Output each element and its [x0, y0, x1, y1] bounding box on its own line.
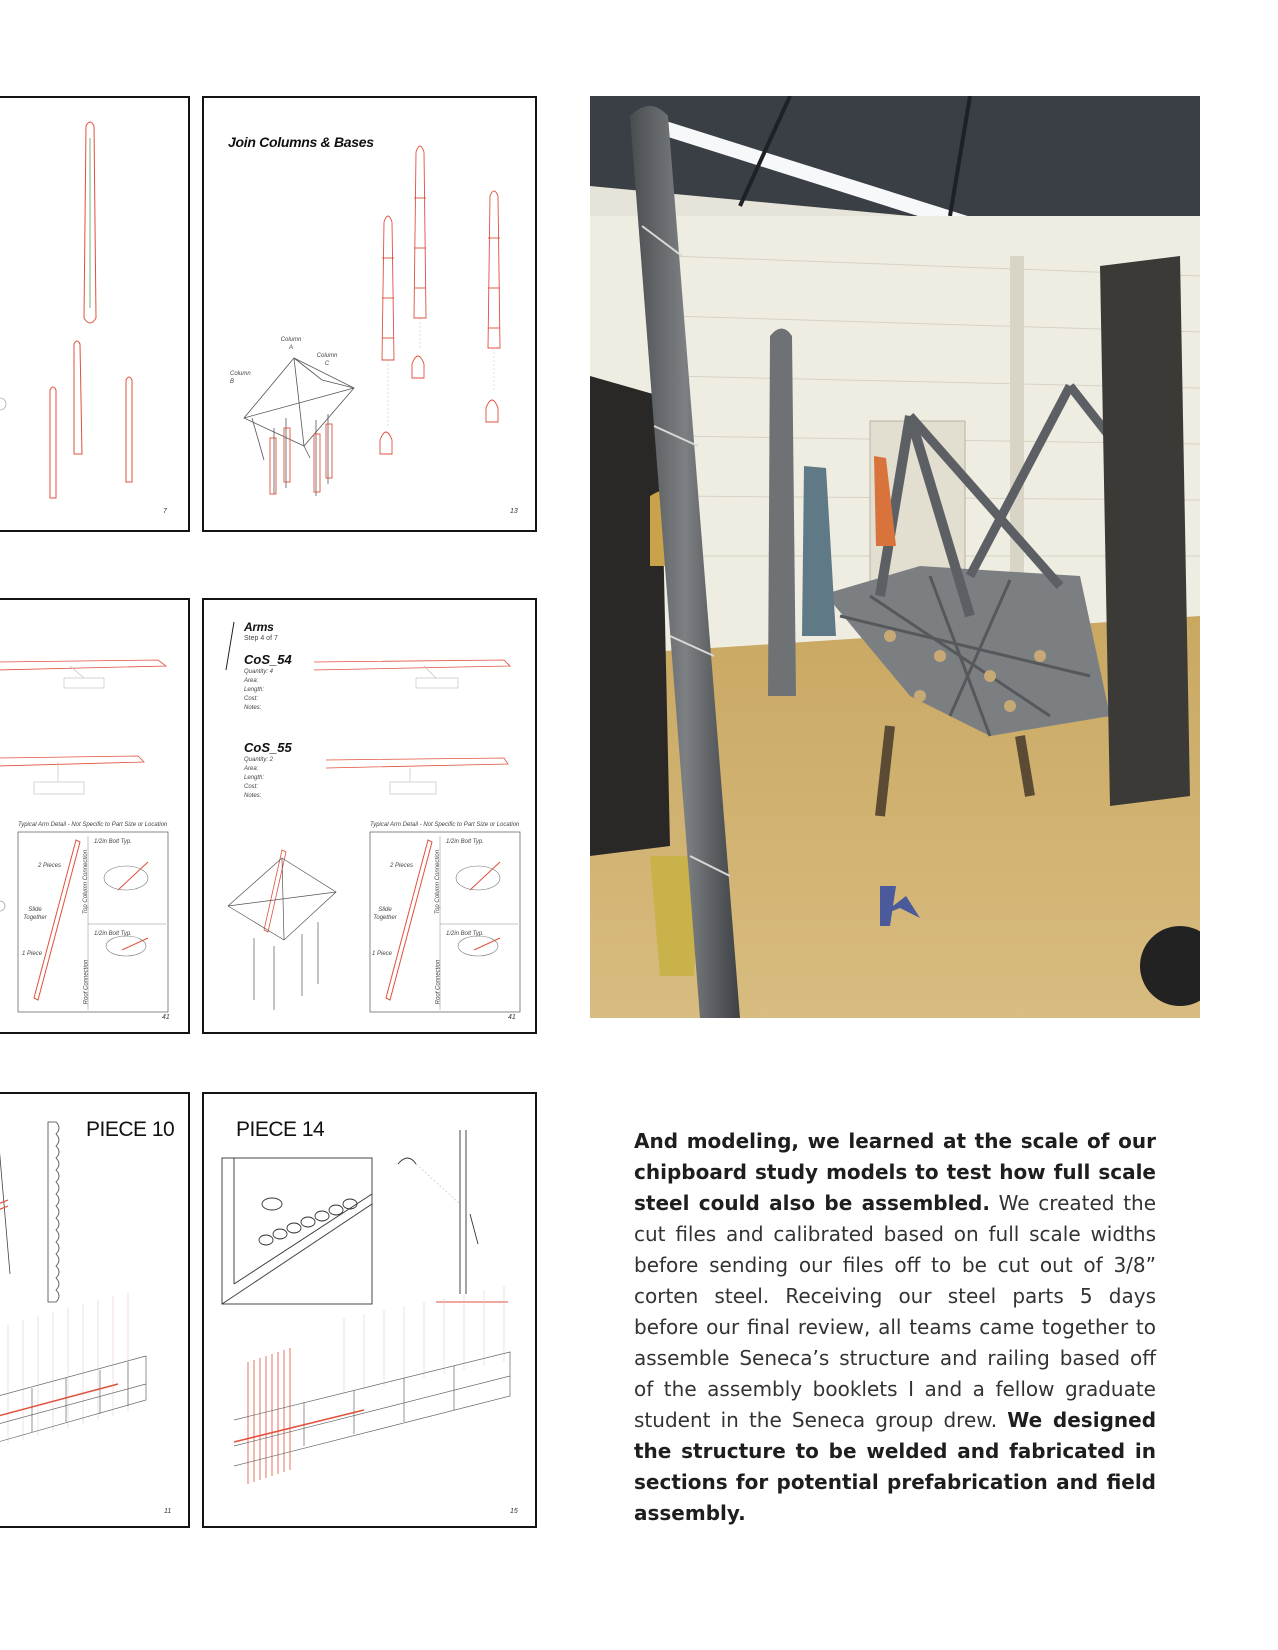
cost-54: Cost: [244, 696, 259, 702]
body-paragraph [634, 1126, 1156, 1529]
area-55: Area: [244, 766, 259, 772]
booklet-page-41-right [202, 598, 537, 1034]
quantity-55: Quantity: 2 [244, 757, 274, 763]
page-number: 41 [508, 1014, 516, 1021]
column-b-label: Column B [230, 371, 251, 385]
detail-caption: Typical Arm Detail - Not Specific to Part Size or Location [370, 822, 520, 828]
page-number: 15 [510, 1508, 518, 1515]
body-regular: We created the cut files and calibrated based on full scale widths before sending our files off to be cut out of 3/8” corten steel. Receiving our steel parts 5 days before our final review, all teams came together to assemble Seneca’s structure and railing based off of the assembly booklets I and a fellow graduate student in the Seneca group drew. [634, 1191, 1157, 1432]
column-a-label: Column A [280, 337, 302, 351]
area-54: Area: [244, 678, 259, 684]
slide-together-label: Slide Together [23, 907, 47, 921]
piece-14-drawing [204, 1094, 537, 1528]
body-bold-intro: And modeling, we learned at the scale of our chipboard study models to test how full scale steel could also be assembled. [634, 1129, 1156, 1215]
bolt-label: 1/2in Bolt Typ. [446, 931, 484, 937]
step-subtitle: Step 4 of 7 [244, 635, 278, 642]
booklet-page-7 [0, 96, 190, 532]
step-title: Arms [244, 620, 274, 634]
one-piece-label: 1 Piece [22, 951, 43, 957]
column-parts-drawing [0, 98, 190, 532]
one-piece-label: 1 Piece [372, 951, 393, 957]
pieces-label: 2 Pieces [38, 863, 62, 869]
booklet-page-11 [0, 1092, 190, 1528]
fabrication-photo [590, 96, 1200, 1018]
workshop-scene [590, 96, 1200, 1018]
page-number: 13 [510, 508, 518, 515]
page-number: 11 [164, 1508, 172, 1515]
page-number: 7 [163, 508, 167, 515]
notes-55: Notes: [244, 793, 262, 799]
roof-connection-label: Roof Connection [435, 959, 442, 1005]
part-cos-54: CoS_54 [244, 652, 292, 667]
length-54: Length: [244, 687, 265, 693]
piece-10-drawing [0, 1094, 190, 1528]
page-title: PIECE 14 [236, 1118, 325, 1141]
booklet-page-13 [202, 96, 537, 532]
quantity-54: Quantity: 4 [244, 669, 274, 675]
booklet-page-41-left [0, 598, 190, 1034]
arm-parts-drawing [0, 600, 190, 1034]
page-number: 41 [162, 1014, 170, 1021]
bolt-label: 1/2in Bolt Typ. [94, 839, 132, 845]
column-c-label: Column C [316, 353, 338, 367]
page-title: Join Columns & Bases [228, 134, 374, 150]
length-55: Length: [244, 775, 265, 781]
detail-caption: Typical Arm Detail - Not Specific to Part Size or Location [18, 822, 168, 828]
bolt-label: 1/2in Bolt Typ. [446, 839, 484, 845]
top-connection-label: Top Column Connection [83, 849, 90, 915]
slide-together-label: Slide Together [373, 907, 397, 921]
bolt-label: 1/2in Bolt Typ. [94, 931, 132, 937]
booklet-page-15 [202, 1092, 537, 1528]
part-cos-55: CoS_55 [244, 740, 292, 755]
page-title: PIECE 10 [86, 1118, 175, 1141]
top-connection-label: Top Column Connection [435, 849, 442, 915]
column-assembly-drawing [204, 98, 537, 532]
cost-55: Cost: [244, 784, 259, 790]
notes-54: Notes: [244, 705, 262, 711]
roof-connection-label: Roof Connection [83, 959, 90, 1005]
body-bold-conclusion: We designed the structure to be welded and fabricated in sections for potential prefabrication and field assembly. [634, 1408, 1157, 1525]
pieces-label: 2 Pieces [390, 863, 414, 869]
